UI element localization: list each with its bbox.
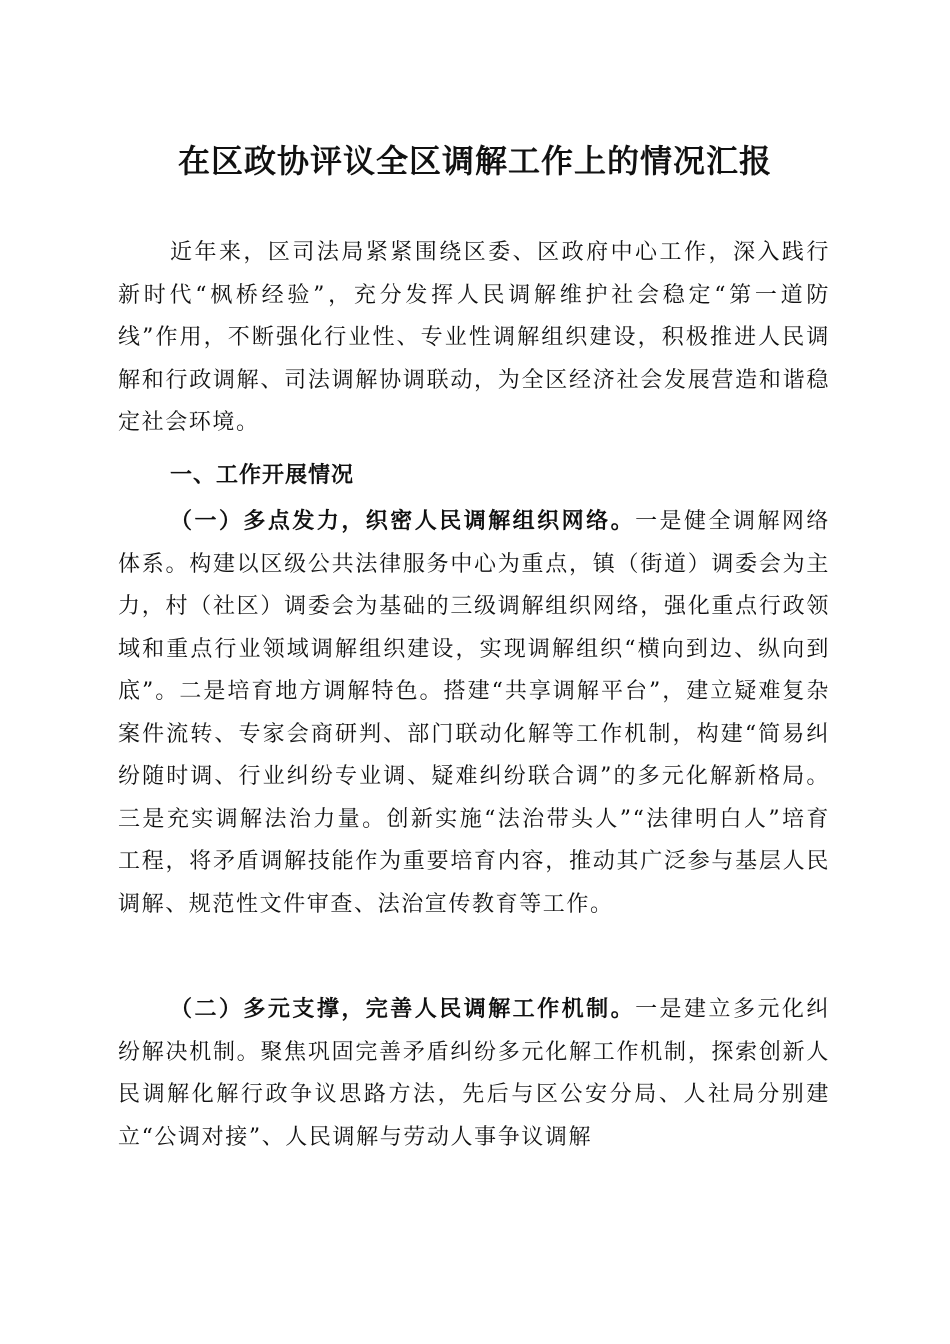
subsection-2-heading: （二）多元支撑，完善人民调解工作机制。 (170, 996, 636, 1022)
subsection-2-text: 一是建立多元化纠纷解决机制。聚焦巩固完善矛盾纠纷多元化解工作机制，探索创新人民调解化解行政争议思路方法，先后与区公安分局、人社局分别建立“公调对接”、人民调解与劳动人事争议调解 (118, 997, 830, 1150)
subsection-1-heading: （一）多点发力，织密人民调解组织网络。 (170, 508, 636, 534)
subsection-1-text: 一是健全调解网络体系。构建以区级公共法律服务中心为重点，镇（街道）调委会为主力，村（社区）调委会为基础的三级调解组织网络，强化重点行政领域和重点行业领域调解组织建设，实现调解组织“横向到边、纵向到底”。二是培育地方调解特色。搭建“共享调解平台”，建立疑难复杂案件流转、专家会商研判、部门联动化解等工作机制，构建“简易纠纷随时调、行业纠纷专业调、疑难纠纷联合调”的多元化解新格局。三是充实调解法治力量。创新实施“法治带头人”“法律明白人”培育工程，将矛盾调解技能作为重要培育内容，推动其广泛参与基层人民调解、规范性文件审查、法治宣传教育等工作。 (118, 509, 830, 917)
document-title: 在区政协评议全区调解工作上的情况汇报 (177, 142, 772, 180)
subsection-2-paragraph (118, 988, 830, 1159)
section-heading-work-status: 一、工作开展情况 (170, 463, 355, 488)
subsection-1-paragraph (118, 500, 830, 926)
intro-paragraph: 近年来，区司法局紧紧围绕区委、区政府中心工作，深入践行新时代“枫桥经验”，充分发挥人民调解维护社会稳定“第一道防线”作用，不断强化行业性、专业性调解组织建设，积极推进人民调解和行政调解、司法调解协调联动，为全区经济社会发展营造和谐稳定社会环境。 (118, 240, 830, 435)
